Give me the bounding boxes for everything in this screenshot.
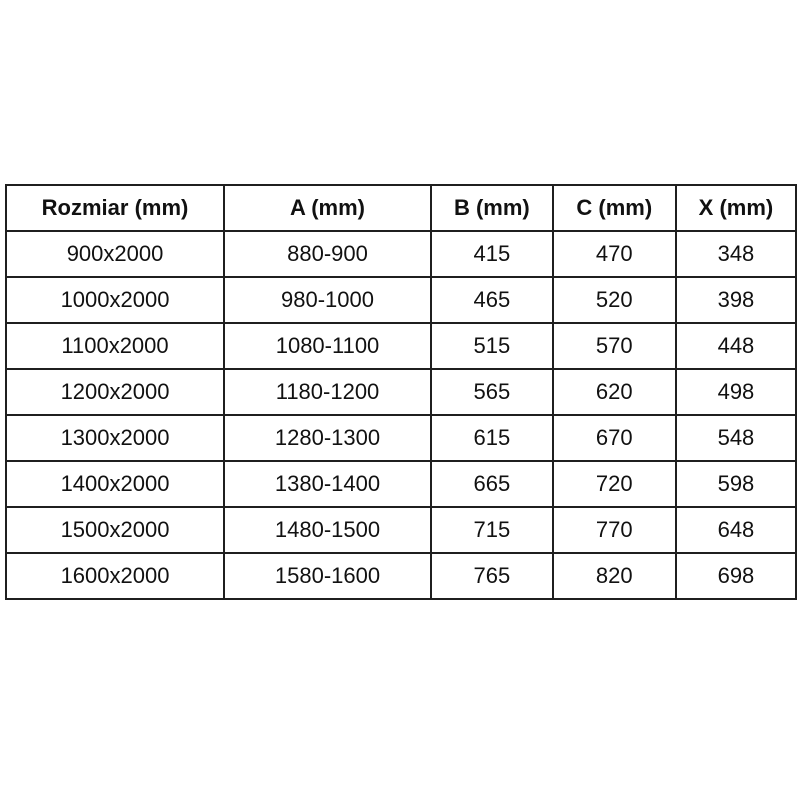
column-header-a: A (mm) [224,185,431,231]
cell-x: 348 [676,231,796,277]
table-row [6,507,796,553]
cell-c: 570 [553,323,676,369]
cell-c: 770 [553,507,676,553]
cell-x: 698 [676,553,796,599]
cell-rozmiar: 900x2000 [6,231,224,277]
cell-x: 498 [676,369,796,415]
cell-b: 715 [431,507,553,553]
cell-c: 820 [553,553,676,599]
cell-b: 415 [431,231,553,277]
column-header-rozmiar: Rozmiar (mm) [6,185,224,231]
cell-c: 720 [553,461,676,507]
table-row [6,277,796,323]
header-row [6,185,796,231]
column-header-x: X (mm) [676,185,796,231]
table-row [6,553,796,599]
cell-rozmiar: 1000x2000 [6,277,224,323]
cell-x: 398 [676,277,796,323]
cell-c: 520 [553,277,676,323]
column-header-b: B (mm) [431,185,553,231]
cell-rozmiar: 1200x2000 [6,369,224,415]
cell-a: 1180-1200 [224,369,431,415]
table-row [6,369,796,415]
cell-x: 598 [676,461,796,507]
table-row [6,231,796,277]
cell-b: 765 [431,553,553,599]
cell-b: 515 [431,323,553,369]
cell-a: 1280-1300 [224,415,431,461]
cell-x: 448 [676,323,796,369]
cell-c: 620 [553,369,676,415]
cell-a: 880-900 [224,231,431,277]
cell-a: 980-1000 [224,277,431,323]
table-row [6,415,796,461]
cell-b: 615 [431,415,553,461]
table-row [6,461,796,507]
cell-a: 1380-1400 [224,461,431,507]
cell-rozmiar: 1300x2000 [6,415,224,461]
cell-a: 1580-1600 [224,553,431,599]
cell-a: 1080-1100 [224,323,431,369]
cell-b: 565 [431,369,553,415]
cell-x: 648 [676,507,796,553]
table-row [6,323,796,369]
cell-rozmiar: 1400x2000 [6,461,224,507]
cell-b: 465 [431,277,553,323]
cell-c: 670 [553,415,676,461]
cell-rozmiar: 1500x2000 [6,507,224,553]
size-spec-table [5,184,797,600]
cell-x: 548 [676,415,796,461]
cell-c: 470 [553,231,676,277]
cell-rozmiar: 1600x2000 [6,553,224,599]
cell-b: 665 [431,461,553,507]
cell-a: 1480-1500 [224,507,431,553]
cell-rozmiar: 1100x2000 [6,323,224,369]
column-header-c: C (mm) [553,185,676,231]
